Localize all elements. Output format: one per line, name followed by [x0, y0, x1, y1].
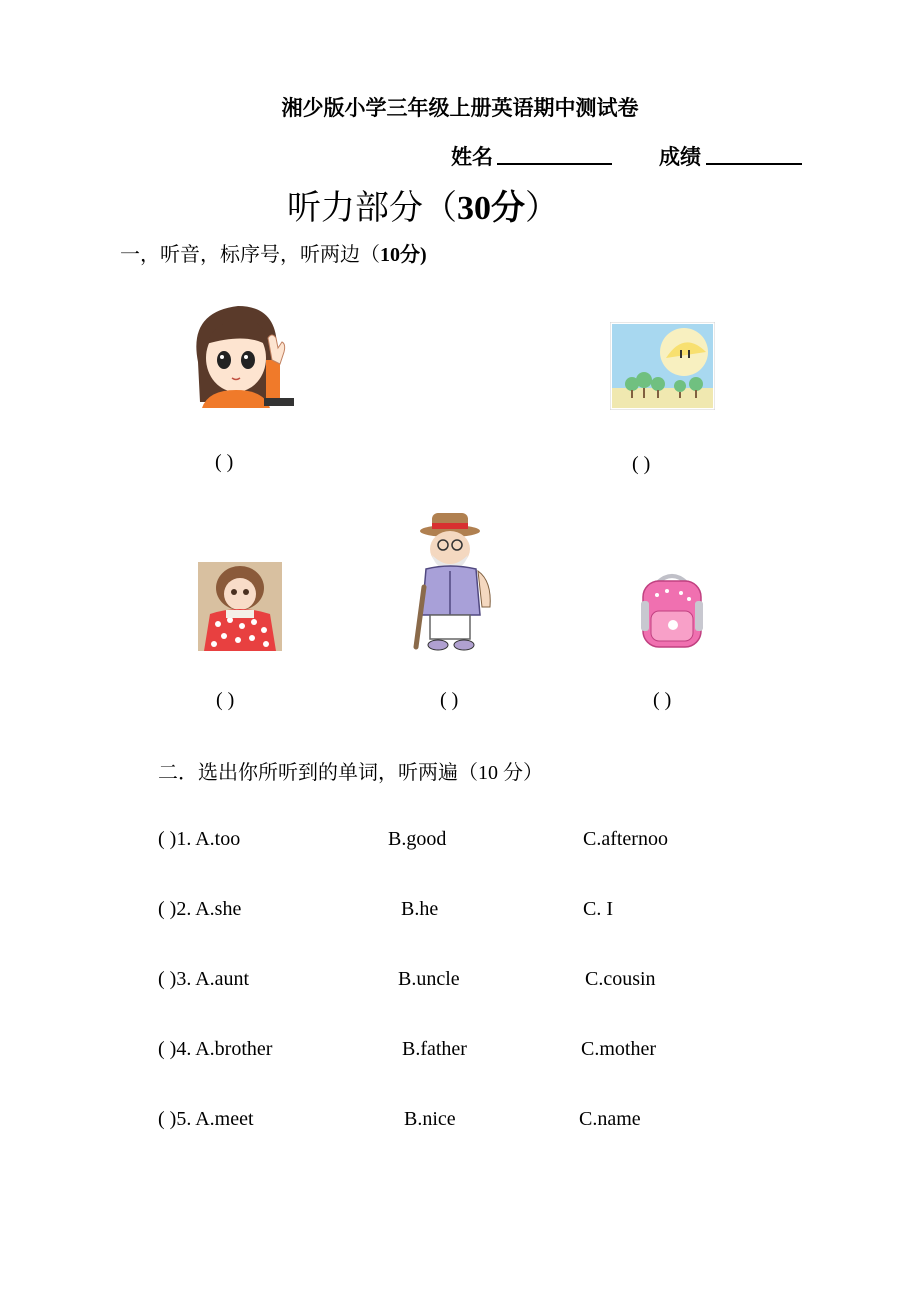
picture-5-answer-blank[interactable]: ( ): [653, 689, 672, 711]
question-4-option-a[interactable]: ( )4. A.brother: [158, 1038, 273, 1060]
score-label: 成绩: [659, 145, 701, 169]
question-4-option-b[interactable]: B.father: [402, 1038, 467, 1060]
question-5-option-b[interactable]: B.nice: [404, 1108, 456, 1130]
picture-1-answer-blank[interactable]: ( ): [215, 451, 234, 473]
question-2-option-c[interactable]: C. I: [583, 898, 613, 920]
listening-section-title: 听力部分（30分）: [287, 190, 559, 227]
question-3-option-c[interactable]: C.cousin: [585, 968, 656, 990]
sunny-day-picture: [610, 322, 715, 410]
question-1-option-a[interactable]: ( )1. A.too: [158, 828, 241, 850]
question-1-option-b[interactable]: B.good: [388, 828, 447, 850]
page-title: 湘少版小学三年级上册英语期中测试卷: [281, 96, 639, 120]
picture-4-answer-blank[interactable]: ( ): [440, 689, 459, 711]
score-field[interactable]: [706, 163, 802, 165]
question-5-option-a[interactable]: ( )5. A.meet: [158, 1108, 254, 1130]
section1-heading: 一，听音，标序号，听两边（10分): [120, 244, 427, 266]
doll-picture: [198, 562, 282, 651]
question-5-option-c[interactable]: C.name: [579, 1108, 641, 1130]
girl-waving-picture: [188, 302, 298, 410]
grandfather-picture: [410, 511, 494, 653]
schoolbag-picture: [637, 571, 707, 651]
question-1-option-c[interactable]: C.afternoo: [583, 828, 668, 850]
section2-heading: 二．选出你所听到的单词，听两遍（10 分）: [158, 762, 543, 784]
question-3-option-b[interactable]: B.uncle: [398, 968, 460, 990]
question-3-option-a[interactable]: ( )3. A.aunt: [158, 968, 250, 990]
question-2-option-b[interactable]: B.he: [401, 898, 439, 920]
name-label: 姓名: [451, 145, 493, 169]
question-4-option-c[interactable]: C.mother: [581, 1038, 656, 1060]
name-field[interactable]: [497, 163, 612, 165]
question-2-option-a[interactable]: ( )2. A.she: [158, 898, 242, 920]
picture-2-answer-blank[interactable]: ( ): [632, 453, 651, 475]
picture-3-answer-blank[interactable]: ( ): [216, 689, 235, 711]
